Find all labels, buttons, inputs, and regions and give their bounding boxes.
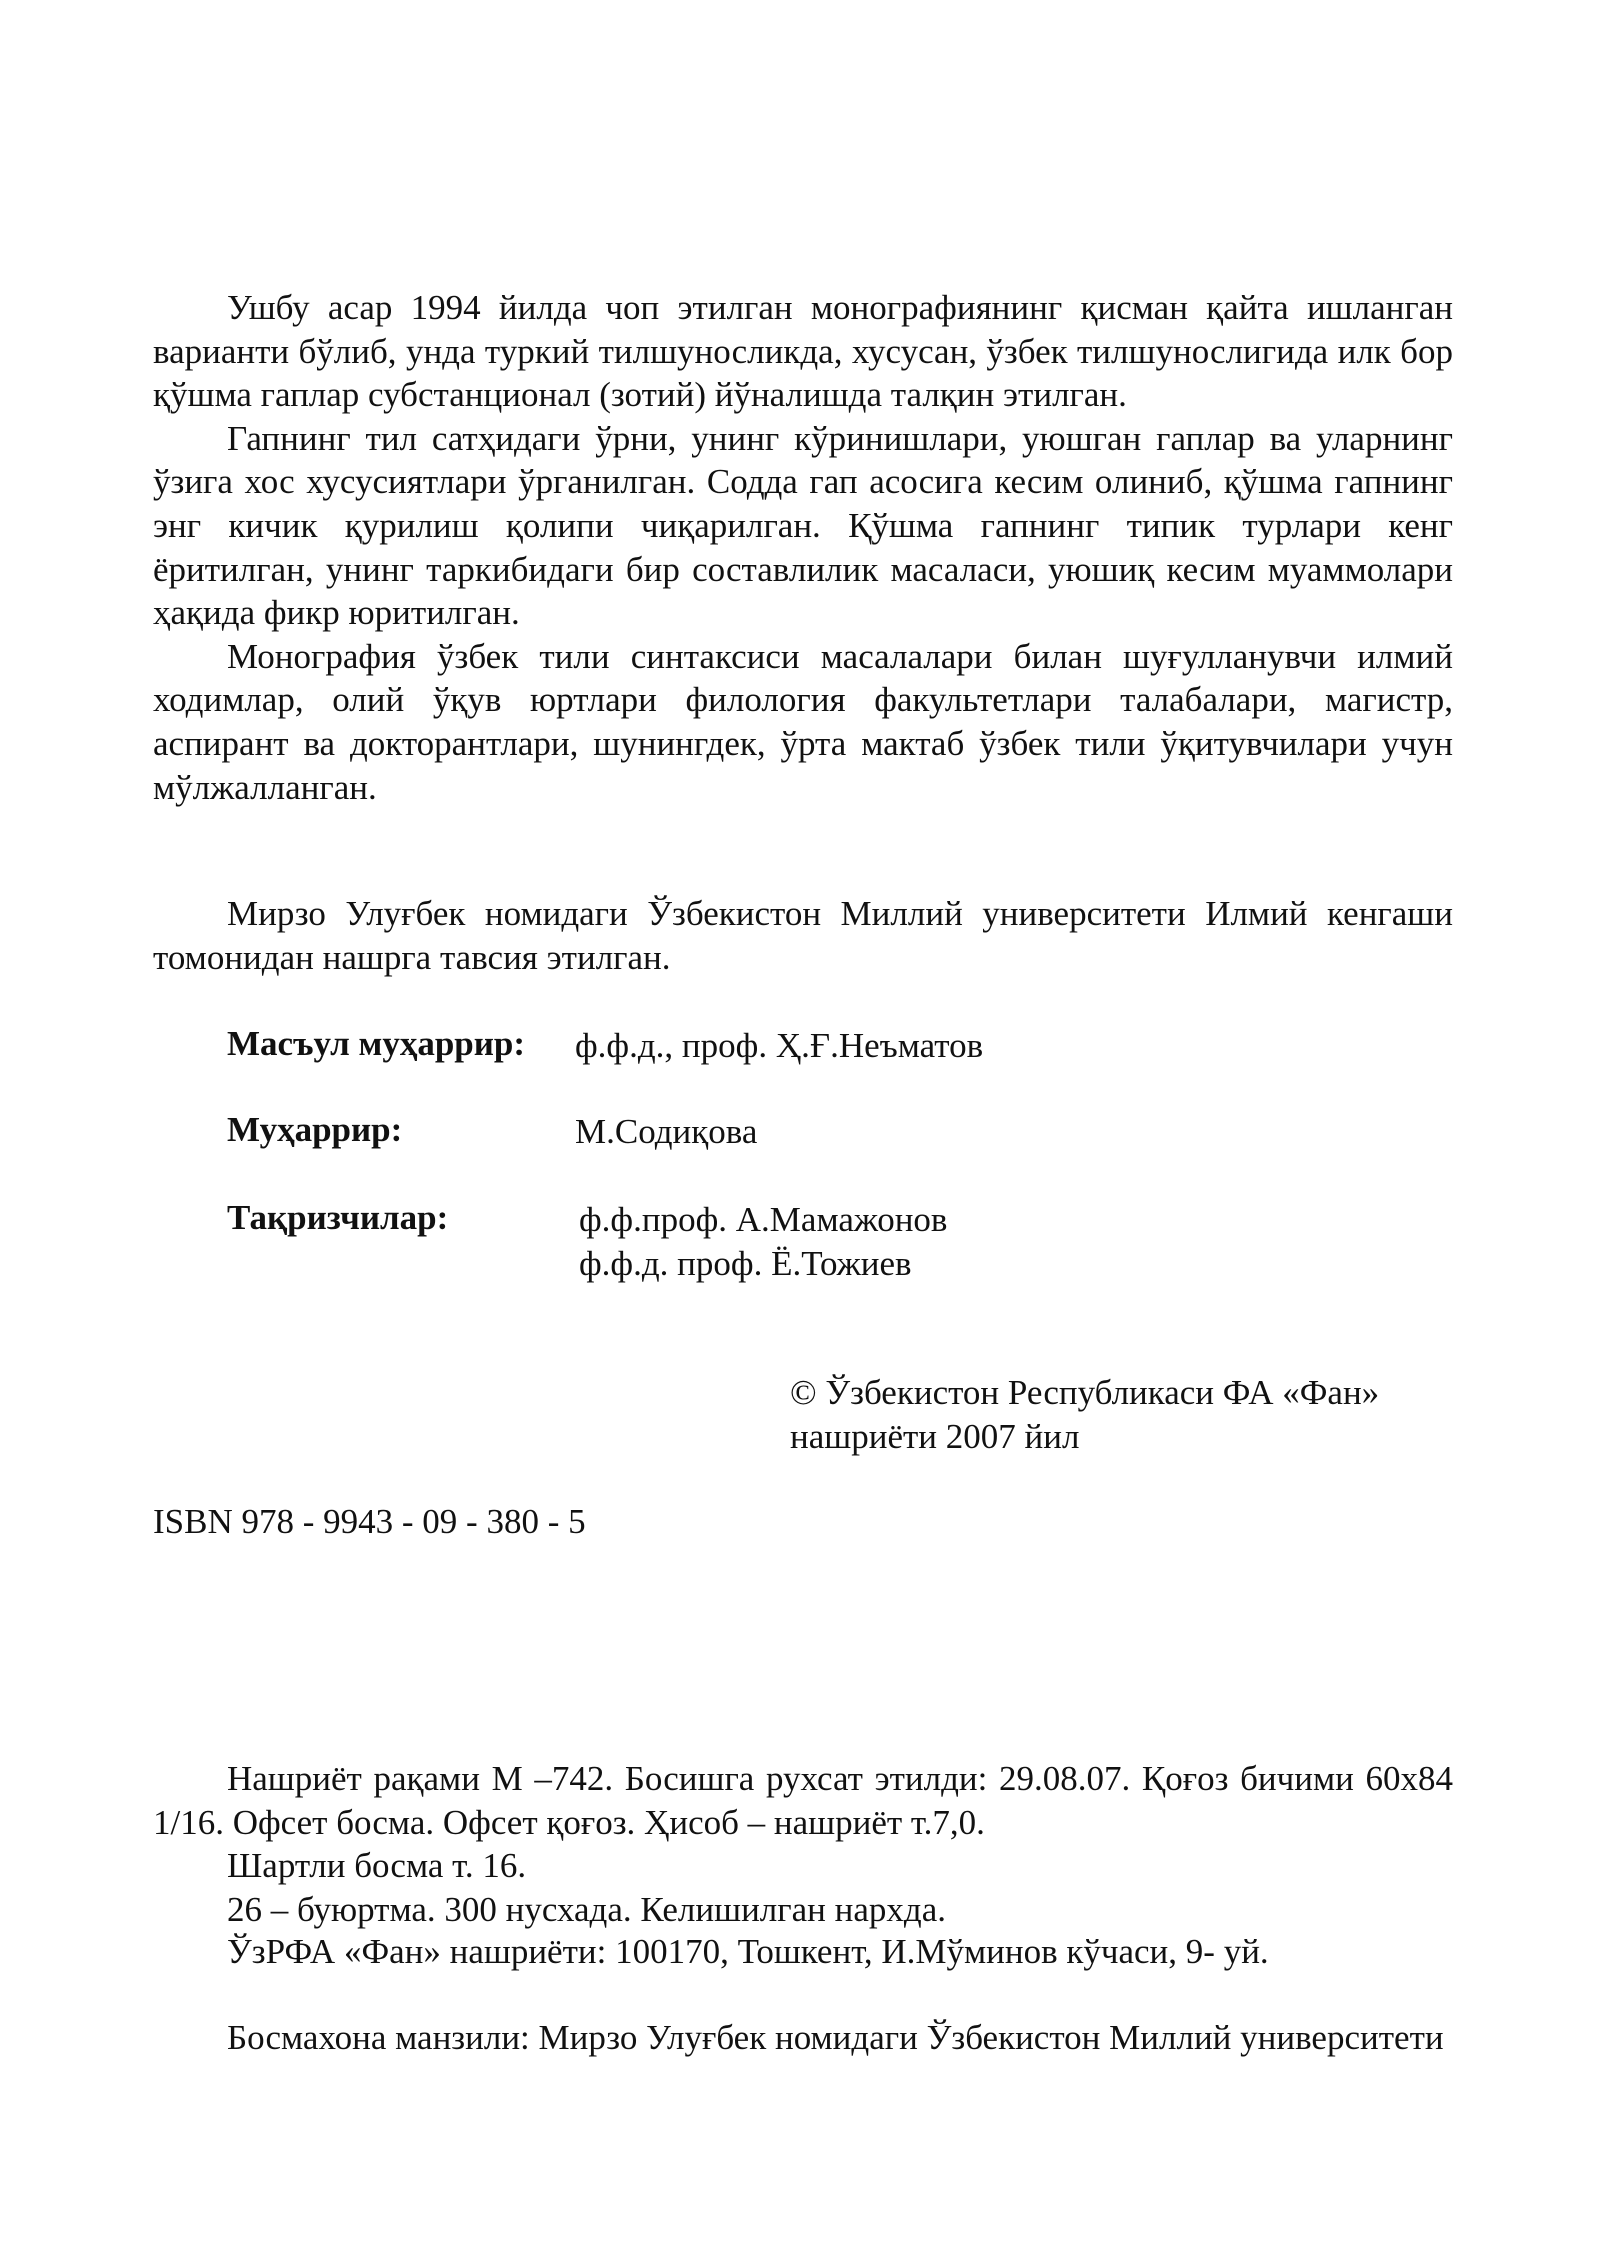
reviewer-name: ф.ф.проф. А.Мамажонов [579, 1200, 948, 1239]
abstract-paragraph: Гапнинг тил сатҳидаги ўрни, унинг кўринишлари, уюшган гаплар ва уларнинг ўзига хос хусусиятлари ўрганилган. Содда гап асосига кесим олиниб, қўшма гапнинг энг кичик қурилиш қолипи чиқарилган. Қўшма гапнинг типик турлари кенг ёритилган, унинг таркибидаги бир составлилик масаласи, уюшиқ кесим муаммолари ҳақида фикр юритилган. [153, 418, 1453, 633]
imprint-sheets: Шартли босма т. 16. [227, 1846, 527, 1886]
responsible-editor-label: Масъул муҳаррир: [227, 1024, 526, 1063]
publisher-address [153, 1930, 1453, 1974]
abstract-paragraph: Ушбу асар 1994 йилда чоп этилган монографиянинг қисман қайта ишланган варианти бўлиб, унда туркий тилшуносликда, хусусан, ўзбек тилшунослигида илк бор қўшма гаплар субстанционал (зотий) йўналишда талқин этилган. [153, 288, 1453, 415]
printing-house [153, 2016, 1453, 2060]
copyright-notice [790, 1371, 1453, 1458]
reviewers-names [579, 1198, 947, 1285]
imprint-details [153, 1757, 1453, 1931]
editor-name: М.Содиқова [575, 1112, 758, 1151]
reviewer-name: ф.ф.д. проф. Ё.Тожиев [579, 1243, 912, 1283]
responsible-editor-name: ф.ф.д., проф. Ҳ.Ғ.Неъматов [575, 1026, 984, 1065]
abstract-paragraph: Монография ўзбек тили синтаксиси масалалари билан шуғулланувчи илмий ходимлар, олий ўқув юртлари филология факультетлари талабалари, магистр, аспирант ва докторантлари, шунингдек, ўрта мактаб ўзбек тили ўқитувчилари учун мўлжалланган. [153, 636, 1453, 807]
editor-label: Муҳаррир: [227, 1110, 403, 1149]
imprint-order: 26 – буюртма. 300 нусхада. Келишилган нархда. [227, 1889, 946, 1929]
reviewers-label: Тақризчилар: [227, 1198, 449, 1237]
printing-house-text: Босмахона манзили: Мирзо Улуғбек номидаги Ўзбекистон Миллий университети [227, 2018, 1444, 2057]
copyright-line: нашриёти 2007 йил [790, 1416, 1080, 1456]
council-text: Мирзо Улуғбек номидаги Ўзбекистон Миллий университети Илмий кенгаши томонидан нашрга тавсия этилган. [153, 894, 1453, 977]
isbn-number: ISBN 978 - 9943 - 09 - 380 - 5 [153, 1502, 586, 1541]
publisher-address-text: ЎзРФА «Фан» нашриёти: 100170, Тошкент, И.Мўминов кўчаси, 9- уй. [227, 1932, 1269, 1971]
copyright-line: © Ўзбекистон Республикаси ФА «Фан» [790, 1373, 1380, 1412]
council-recommendation [153, 892, 1453, 979]
abstract-section [153, 286, 1453, 809]
imprint-approval: Нашриёт рақами М –742. Босишга рухсат этилди: 29.08.07. Қоғоз бичими 60х84 1/16. Офсет босма. Офсет қоғоз. Ҳисоб – нашриёт т.7,0. [153, 1759, 1453, 1842]
